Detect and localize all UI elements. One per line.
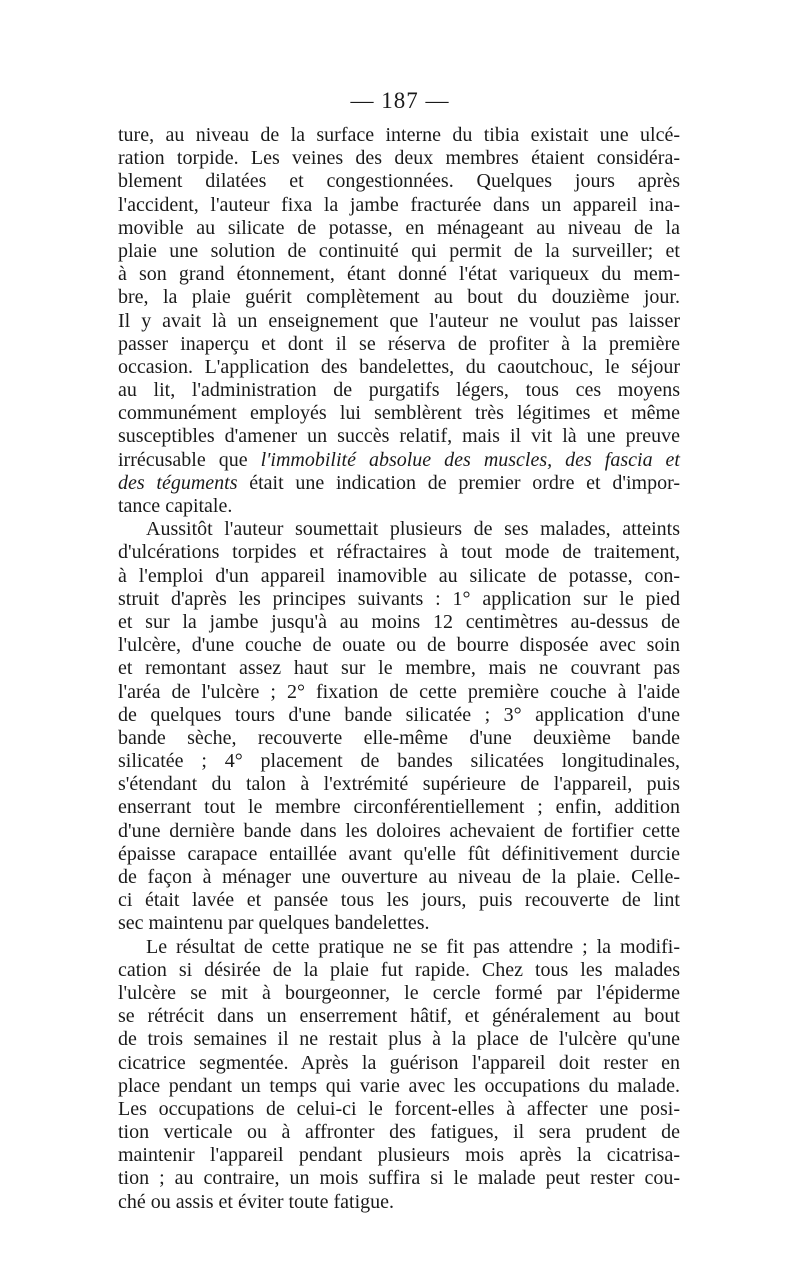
text-line: susceptibles d'amener un succès relatif, mais il vit là une preuve bbox=[118, 425, 680, 448]
text-line: Le résultat de cette pratique ne se fit pas attendre ; la modifi- bbox=[146, 935, 680, 958]
text-line: plaie une solution de continuité qui permit de la surveiller; et bbox=[118, 239, 680, 262]
text-span: était une indication de premier ordre et d'impor- bbox=[237, 471, 680, 494]
text-line: ration torpide. Les veines des deux membres étaient considéra- bbox=[118, 147, 680, 170]
text-line: maintenir l'appareil pendant plusieurs mois après la cicatrisa- bbox=[118, 1144, 680, 1167]
text-line: passer inaperçu et dont il se réserva de profiter à la première bbox=[118, 332, 680, 355]
text-line: se rétrécit dans un enserrement hâtif, et généralement au bout bbox=[118, 1005, 680, 1028]
text-span: irrécusable que bbox=[118, 448, 261, 471]
text-line: blement dilatées et congestionnées. Quelques jours après bbox=[118, 170, 680, 193]
text-line bbox=[118, 449, 680, 472]
text-line: d'une dernière bande dans les doloires achevaient de fortifier cette bbox=[118, 819, 680, 842]
italic-text: des téguments bbox=[118, 471, 238, 494]
text-line: cation si désirée de la plaie fut rapide. Chez tous les malades bbox=[118, 958, 680, 981]
text-line: de quelques tours d'une bande silicatée ; 3° application d'une bbox=[118, 703, 680, 726]
text-line: l'ulcère, d'une couche de ouate ou de bourre disposée avec soin bbox=[118, 634, 680, 657]
text-line: Aussitôt l'auteur soumettait plusieurs de ses malades, atteints bbox=[146, 518, 680, 541]
text-line: l'ulcère se mit à bourgeonner, le cercle formé par l'épiderme bbox=[118, 981, 680, 1004]
paragraph-2 bbox=[118, 518, 680, 935]
text-line: l'aréa de l'ulcère ; 2° fixation de cette première couche à l'aide bbox=[118, 680, 680, 703]
paragraph-3 bbox=[118, 936, 680, 1214]
text-line: au lit, l'administration de purgatifs légers, tous ces moyens bbox=[118, 379, 680, 402]
text-line: struit d'après les principes suivants : 1° application sur le pied bbox=[118, 587, 680, 610]
text-line: bre, la plaie guérit complètement au bout du douzième jour. bbox=[118, 286, 680, 309]
paragraph-1 bbox=[118, 124, 680, 518]
text-line: bande sèche, recouverte elle-même d'une deuxième bande bbox=[118, 726, 680, 749]
text-line: Il y avait là un enseignement que l'auteur ne voulut pas laisser bbox=[118, 309, 680, 332]
text-line: enserrant tout le membre circonférentiellement ; enfin, addition bbox=[118, 796, 680, 819]
text-line bbox=[118, 472, 680, 495]
text-line: à l'emploi d'un appareil inamovible au silicate de potasse, con- bbox=[118, 564, 680, 587]
text-line: l'accident, l'auteur fixa la jambe fracturée dans un appareil ina- bbox=[118, 193, 680, 216]
text-line: communément employés lui semblèrent très légitimes et même bbox=[118, 402, 680, 425]
text-line: et sur la jambe jusqu'à au moins 12 centimètres au-dessus de bbox=[118, 610, 680, 633]
text-line: d'ulcérations torpides et réfractaires à tout mode de traitement, bbox=[118, 541, 680, 564]
text-line: à son grand étonnement, étant donné l'état variqueux du mem- bbox=[118, 263, 680, 286]
text-line: ché ou assis et éviter toute fatigue. bbox=[118, 1190, 395, 1213]
text-line: de façon à ménager une ouverture au niveau de la plaie. Celle- bbox=[118, 866, 680, 888]
text-line: s'étendant du talon à l'extrémité supérieure de l'appareil, puis bbox=[118, 773, 680, 796]
text-line: et remontant assez haut sur le membre, mais ne couvrant pas bbox=[118, 657, 680, 680]
text-line: tion verticale ou à affronter des fatigues, il sera prudent de bbox=[118, 1121, 680, 1144]
text-line: occasion. L'application des bandelettes, du caoutchouc, le séjour bbox=[118, 355, 680, 378]
text-line: épaisse carapace entaillée avant qu'elle fût définitivement durcie bbox=[118, 842, 680, 865]
text-line: ci était lavée et pansée tous les jours, puis recouverte de lint bbox=[118, 889, 680, 912]
page-number: — 187 — bbox=[350, 88, 450, 113]
text-line: cicatrice segmentée. Après la guérison l'appareil doit rester en bbox=[118, 1051, 680, 1074]
text-line: sec maintenu par quelques bandelettes. bbox=[118, 912, 430, 935]
body-text bbox=[118, 124, 680, 1214]
text-line: tance capitale. bbox=[118, 495, 233, 517]
text-line: ture, au niveau de la surface interne du tibia existait une ulcé- bbox=[118, 124, 680, 146]
text-line: tion ; au contraire, un mois suffira si le malade peut rester cou- bbox=[118, 1167, 680, 1190]
italic-text: l'immobilité absolue des muscles, des fascia et bbox=[260, 448, 680, 471]
text-line: de trois semaines il ne restait plus à la place de l'ulcère qu'une bbox=[118, 1028, 680, 1051]
text-line: Les occupations de celui-ci le forcent-elles à affecter une posi- bbox=[118, 1097, 680, 1120]
text-line: place pendant un temps qui varie avec les occupations du malade. bbox=[118, 1074, 680, 1097]
text-line: silicatée ; 4° placement de bandes silicatées longitudinales, bbox=[118, 750, 680, 773]
text-line: movible au silicate de potasse, en ménageant au niveau de la bbox=[118, 216, 680, 239]
